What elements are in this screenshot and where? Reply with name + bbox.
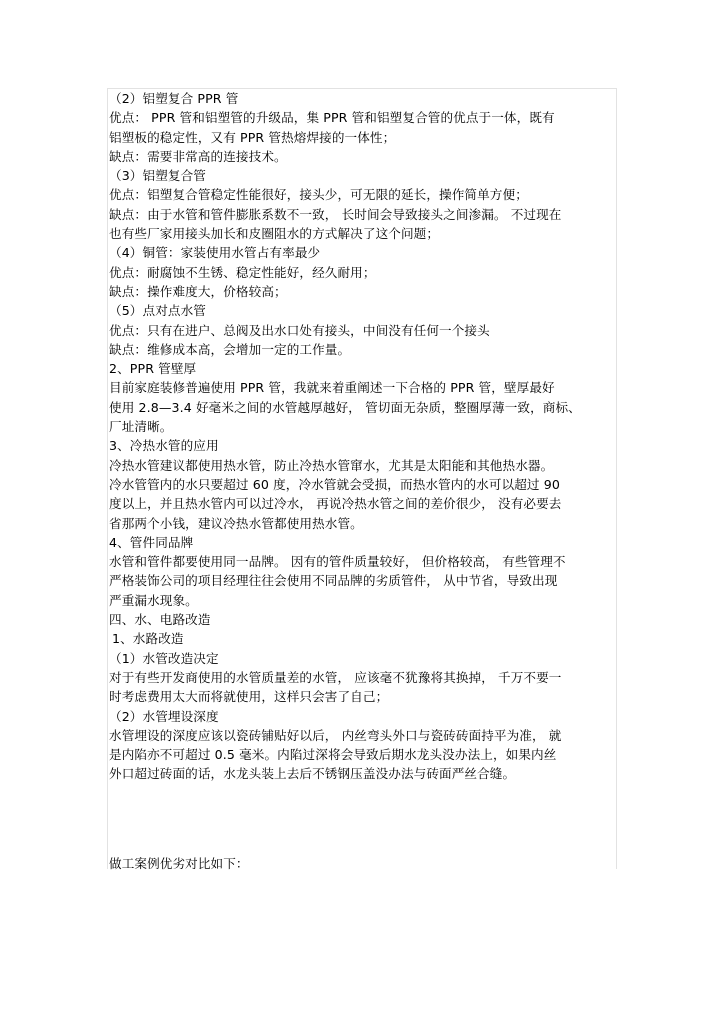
- text-line: 时考虑费用太大而将就使用，这样只会害了自己；: [109, 689, 389, 705]
- text-line: 优点：铝塑复合管稳定性能很好，接头少，可无限的延长，操作简单方便；: [109, 187, 528, 203]
- text-line: 外口超过砖面的话，水龙头装上去后不锈钢压盖没办法与砖面严丝合缝。: [109, 766, 516, 782]
- heading-hot-cold-pipe: 3、冷热水管的应用: [109, 438, 219, 454]
- blank-space: [109, 784, 615, 854]
- heading-copper-pipe: （4）铜管：家装使用水管占有率最少: [109, 245, 321, 261]
- text-line: 缺点：需要非常高的连接技术。: [109, 148, 287, 164]
- heading-same-brand-fittings: 4、管件同品牌: [109, 534, 194, 550]
- text-line: 厂址清晰。: [109, 419, 173, 435]
- text-line: 也有些厂家用接头加长和皮圈阻水的方式解决了这个问题；: [109, 226, 440, 242]
- heading-aluminum-plastic-ppr: （2）铝塑复合 PPR 管: [109, 91, 239, 106]
- text-line: 严重漏水现象。: [109, 592, 198, 608]
- heading-water-route: 1、水路改造: [112, 631, 184, 647]
- text-line: 优点： PPR 管和铝塑管的升级品，集 PPR 管和铝塑复合管的优点于一体，既有: [109, 110, 555, 126]
- text-line: 优点：耐腐蚀不生锈、稳定性能好，经久耐用；: [109, 264, 376, 280]
- text-line: 冷热水管建议都使用热水管，防止冷热水管窜水，尤其是太阳能和其他热水器。: [109, 457, 554, 473]
- text-line: 是内陷亦不可超过 0.5 毫米。内陷过深将会导致后期水龙头没办法上，如果内丝: [109, 747, 557, 763]
- heading-pipe-decision: （1）水管改造决定: [109, 650, 219, 666]
- footer-caption: 做工案例优劣对比如下：: [109, 855, 249, 871]
- text-line: 缺点：由于水管和管件膨胀系数不一致， 长时间会导致接头之间渗漏。 不过现在: [109, 206, 562, 222]
- text-line: 冷水管管内的水只要超过 60 度，冷水管就会受损，而热水管内的水可以超过 90: [109, 476, 560, 492]
- heading-point-to-point-pipe: （5）点对点水管: [109, 303, 206, 319]
- document-body: [109, 89, 615, 873]
- text-line: 铝塑板的稳定性，又有 PPR 管热熔焊接的一体性；: [109, 129, 396, 145]
- heading-ppr-wall-thickness: 2、PPR 管壁厚: [109, 361, 197, 377]
- text-line: 使用 2.8—3.4 好毫米之间的水管越厚越好， 管切面无杂质，整圈厚薄一致，商标、: [109, 399, 581, 415]
- text-line: 度以上，并且热水管内可以过冷水， 再说冷热水管之间的差价很少， 没有必要去: [109, 496, 562, 512]
- heading-pipe-depth: （2）水管埋设深度: [109, 708, 219, 724]
- text-line: 对于有些开发商使用的水管质量差的水管， 应该毫不犹豫将其换掉， 千万不要一: [109, 669, 562, 685]
- text-line: 省那两个小钱，建议冷热水管都使用热水管。: [109, 515, 363, 531]
- text-line: 严格装饰公司的项目经理往往会使用不同品牌的劣质管件， 从中节省，导致出现: [109, 573, 558, 589]
- text-line: 水管埋设的深度应该以瓷砖铺贴好以后， 内丝弯头外口与瓷砖砖面持平为准， 就: [109, 727, 562, 743]
- text-line: 缺点：操作难度大，价格较高；: [109, 283, 287, 299]
- text-line: 水管和管件都要使用同一品牌。 因有的管件质量较好， 但价格较高， 有些管理不: [109, 554, 566, 570]
- text-line: 缺点：维修成本高，会增加一定的工作量。: [109, 341, 351, 357]
- heading-aluminum-plastic-pipe: （3）铝塑复合管: [109, 168, 206, 184]
- text-line: 目前家庭装修普遍使用 PPR 管，我就来着重阐述一下合格的 PPR 管，壁厚最好: [109, 380, 555, 396]
- section-heading-water-electric: 四、水、电路改造: [109, 612, 211, 628]
- text-line: 优点：只有在进户、总阀及出水口处有接头，中间没有任何一个接头: [109, 322, 490, 338]
